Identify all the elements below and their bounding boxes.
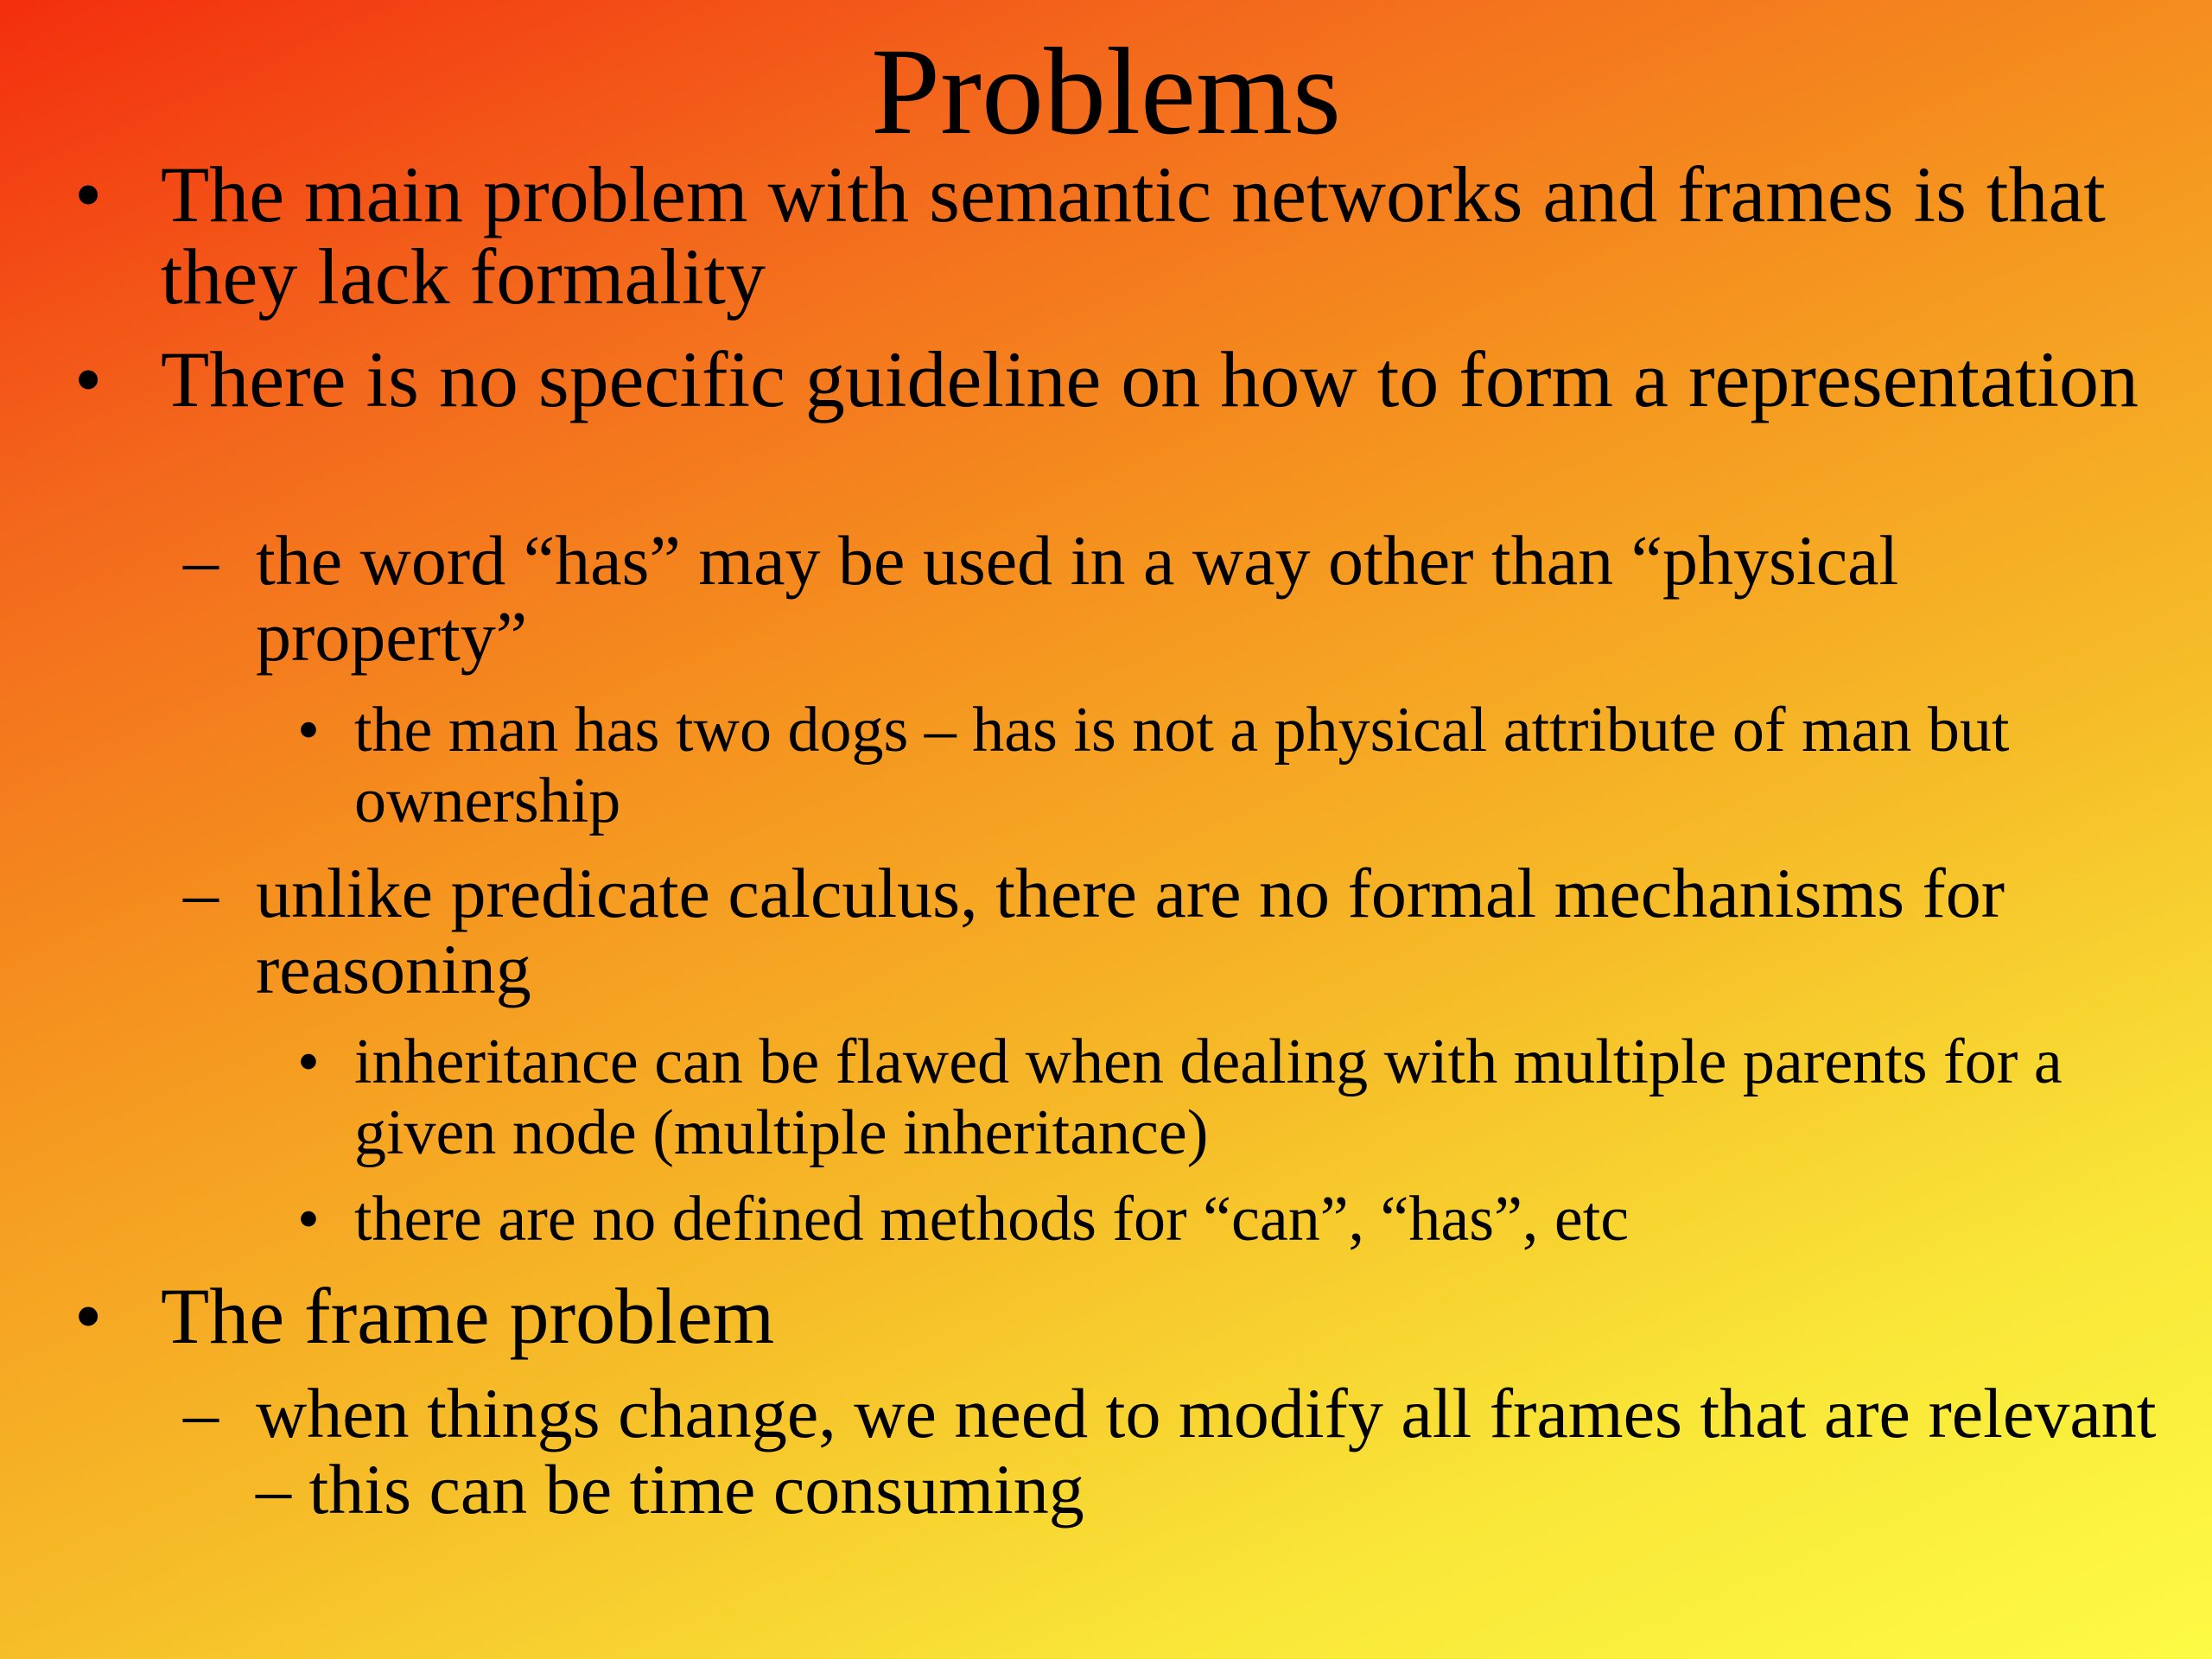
- sub-bullet-text: unlike predicate calculus, there are no formal mechanisms for reasoning: [256, 854, 2005, 1008]
- bullet-icon: •: [297, 1027, 320, 1097]
- sub-bullet-text: the word “has” may be used in a way other than “physical property”: [256, 521, 1899, 676]
- dash-icon: –: [183, 854, 219, 932]
- sub-sub-bullet-item: [297, 695, 2172, 836]
- bullet-icon: •: [297, 695, 320, 766]
- dash-icon: –: [183, 521, 219, 600]
- sub-bullet-item: [183, 1376, 2162, 1528]
- bullet-item: [74, 335, 2148, 423]
- sub-sub-bullet-text: there are no defined methods for “can”, “has”, etc: [354, 1184, 1630, 1255]
- sub-bullet-item: [183, 523, 2162, 675]
- sub-sub-bullet-item: [297, 1027, 2172, 1168]
- sub-bullet-text: when things change, we need to modify all frames that are relevant – this can be time consuming: [256, 1374, 2157, 1529]
- bullet-item: [74, 150, 2148, 321]
- bullet-icon: •: [74, 150, 103, 238]
- dash-icon: –: [183, 1374, 219, 1452]
- bullet-text: There is no specific guideline on how to form a representation: [161, 335, 2139, 423]
- bullet-icon: •: [74, 335, 103, 423]
- bullet-text: The main problem with semantic networks and frames is that they lack formality: [161, 150, 2106, 321]
- sub-bullet-item: [183, 855, 2162, 1007]
- bullet-icon: •: [74, 1272, 103, 1360]
- bullet-item: [74, 1272, 2148, 1360]
- bullet-text: The frame problem: [161, 1272, 775, 1360]
- slide-title: Problems: [870, 23, 1341, 161]
- sub-sub-bullet-text: inheritance can be flawed when dealing with multiple parents for a given node (multiple inheritance): [354, 1027, 2063, 1168]
- sub-sub-bullet-item: [297, 1184, 2172, 1255]
- bullet-icon: •: [297, 1184, 320, 1255]
- sub-sub-bullet-text: the man has two dogs – has is not a physical attribute of man but ownership: [354, 695, 2010, 836]
